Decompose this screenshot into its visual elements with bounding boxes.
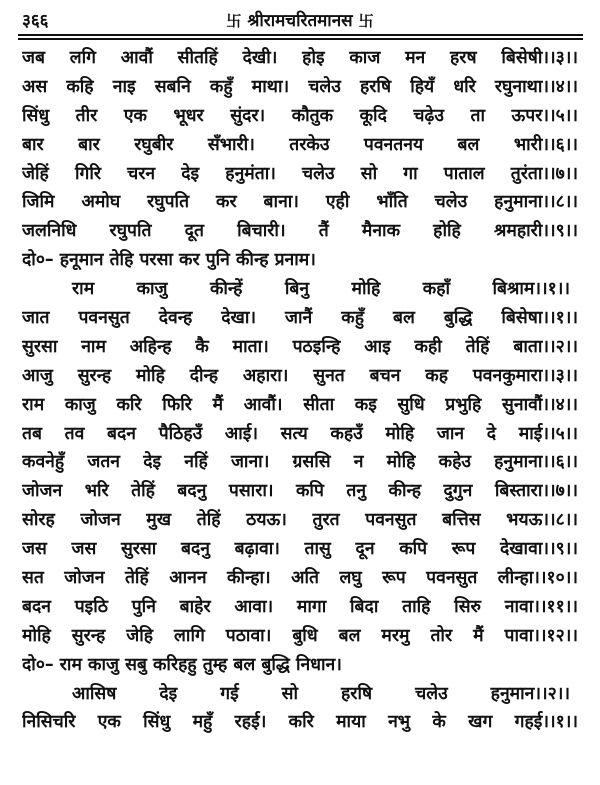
verse-line: राम काजु करि फिरि मैं आवौं। सीता कइ सुधि प्रभुहि सुनावौं।।४।। [22, 394, 578, 415]
verse-body [22, 44, 578, 737]
verse-line: बदन पइठि पुनि बाहेर आवा। मागा बिदा ताहि सिरु नावा।।११।। [22, 596, 578, 617]
page-header [0, 0, 600, 40]
running-title [0, 8, 600, 31]
verse-line: मोहि सुरन्ह जेहि लागि पठावा। बुधि बल मरमु तोर मैं पावा।।१२।। [22, 625, 578, 646]
verse-line: बार बार रघुबीर सँभारी। तरकेउ पवनतनय बल भारी।।६।। [22, 134, 578, 155]
verse-line: जलनिधि रघुपति दूत बिचारी। तैं मैनाक होहि श्रमहारी।।९।। [22, 221, 578, 242]
verse-line: सुरसा नाम अहिन्ह कै माता। पठइन्हि आइ कही तेहिं बाता।।२।। [22, 336, 578, 357]
page-number: ३६६ [22, 11, 49, 31]
header-rule-bottom [18, 38, 583, 40]
verse-line: तब तव बदन पैठिहउँ आई। सत्य कहउँ मोहि जान दे माई।।५।। [22, 423, 578, 444]
verse-line: कवनेहुँ जतन देइ नहिं जाना। ग्रससि न मोहि कहेउ हनुमाना।।६।। [22, 452, 578, 473]
verse-line: सोरह जोजन मुख तेहिं ठयऊ। तुरत पवनसुत बत्तिस भयऊ।।८।। [22, 510, 578, 531]
verse-line: आजु सुरन्ह मोहि दीन्ह अहारा। सुनत बचन कह पवनकुमारा।।३।। [22, 365, 578, 386]
verse-line: जब लगि आवौं सीतहिं देखी। होइ काज मन हरष बिसेषी।।३।। [22, 48, 578, 68]
doha-line: राम काजु कीन्हें बिनु मोहि कहाँ बिश्राम।।१।। [72, 279, 570, 300]
doha-line: दो०– राम काजु सबु करिहहु तुम्ह बल बुद्धि निधान। [22, 654, 342, 675]
verse-line: जेहिं गिरि चरन देइ हनुमंता। चलेउ सो गा पाताल तुरंता।।७।। [22, 163, 578, 184]
verse-line: जस जस सुरसा बदनु बढ़ावा। तासु दून कपि रूप देखावा।।९।। [22, 539, 578, 560]
verse-line: अस कहि नाइ सबनि कहुँ माथा। चलेउ हरषि हियँ धरि रघुनाथा।।४।। [22, 76, 578, 97]
verse-line: जोजन भरि तेहिं बदनु पसारा। कपि तनु कीन्ह दुगुन बिस्तारा।।७।। [22, 481, 578, 502]
verse-line: सिंधु तीर एक भूधर सुंदर। कौतुक कूदि चढ़ेउ ता ऊपर।।५।। [22, 105, 578, 126]
doha-line: आसिष देइ गई सो हरषि चलेउ हनुमान।।२।। [72, 683, 570, 704]
verse-line: सत जोजन तेहिं आनन कीन्हा। अति लघु रूप पवनसुत लीन्हा।।१०।। [22, 568, 578, 589]
swastika-ornament-right: 卐 [358, 12, 374, 30]
swastika-ornament-left: 卐 [226, 12, 242, 30]
header-rule-top [18, 34, 583, 36]
verse-line: जात पवनसुत देवन्ह देखा। जानैं कहुँ बल बुद्धि बिसेषा।।१।। [22, 308, 578, 329]
doha-line: दो०– हनूमान तेहि परसा कर पुनि कीन्ह प्रनाम। [22, 250, 316, 271]
verse-line: निसिचरि एक सिंधु महुँ रहई। करि माया नभु के खग गहई।।१।। [22, 712, 578, 733]
book-title: श्रीरामचरितमानस [247, 11, 353, 31]
verse-line: जिमि अमोघ रघुपति कर बाना। एही भाँति चलेउ हनुमाना।।८।। [22, 192, 578, 213]
